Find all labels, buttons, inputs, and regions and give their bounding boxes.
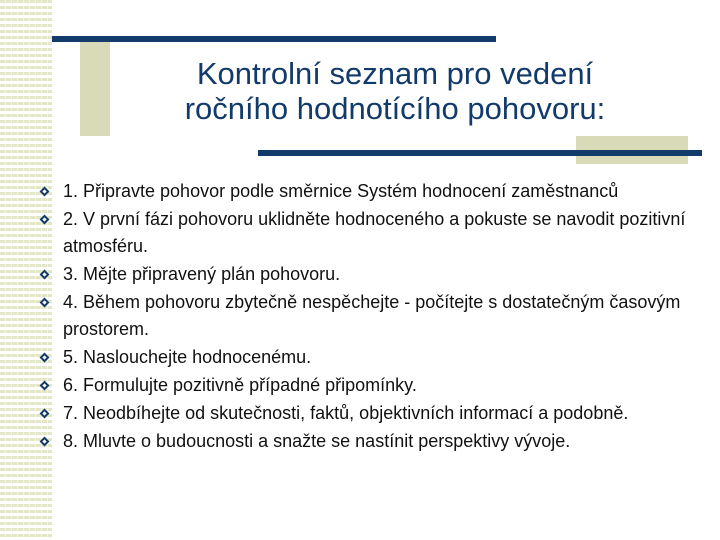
diamond-bullet-icon [40,409,49,418]
checklist-item [40,400,700,427]
checklist-item-text: 4. Během pohovoru zbytečně nespěchejte - počítejte s dostatečným časovým prostorem. [63,292,681,339]
checklist-item [40,372,700,399]
checklist-item-text: 7. Neodbíhejte od skutečnosti, faktů, objektivních informací a podobně. [63,403,629,423]
checklist-item [40,261,700,288]
decorative-title-box [80,40,110,136]
diamond-bullet-icon [40,215,49,224]
diamond-bullet-icon [40,437,49,446]
decorative-bottom-bar [258,150,702,156]
slide-title-line-1: Kontrolní seznam pro vedení [196,56,594,91]
diamond-bullet-icon [40,381,49,390]
checklist-item-text: 8. Mluvte o budoucnosti a snažte se nastínit perspektivy vývoje. [63,431,571,451]
checklist [40,178,700,456]
decorative-top-bar [52,36,496,42]
checklist-item [40,206,700,260]
slide-title-line-2: ročního hodnotícího pohovoru: [184,91,606,126]
diamond-bullet-icon [40,298,49,307]
diamond-bullet-icon [40,187,49,196]
checklist-item-text: 3. Mějte připravený plán pohovoru. [63,264,341,284]
diamond-bullet-icon [40,270,49,279]
checklist-item-text: 6. Formulujte pozitivně případné připomínky. [63,375,417,395]
slide-title [110,56,680,126]
diamond-bullet-icon [40,353,49,362]
checklist-item [40,428,700,455]
checklist-item-text: 2. V první fázi pohovoru uklidněte hodnoceného a pokuste se navodit pozitivní atmosféru. [63,209,686,256]
checklist-item-text: 5. Naslouchejte hodnocenému. [63,347,312,367]
checklist-item [40,178,700,205]
checklist-item [40,344,700,371]
checklist-item-text: 1. Připravte pohovor podle směrnice Systém hodnocení zaměstnanců [63,181,619,201]
checklist-item [40,289,700,343]
